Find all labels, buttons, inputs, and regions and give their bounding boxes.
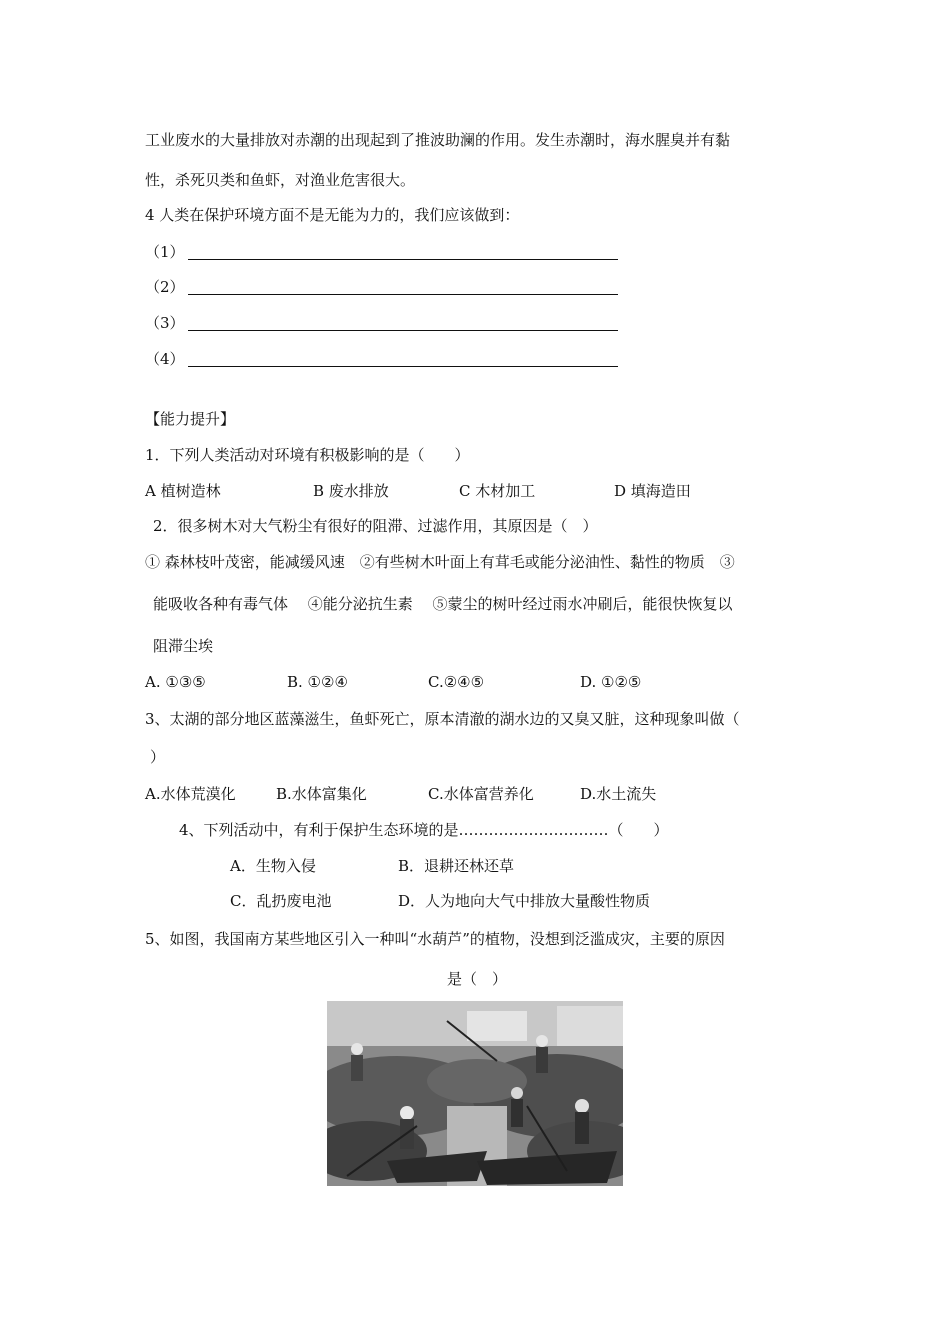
question-1-option-a[interactable]: A 植树造林 <box>145 482 221 500</box>
question-3-stem-end: ） <box>150 748 166 766</box>
question-1-option-c[interactable]: C 木材加工 <box>459 482 536 500</box>
question-3-stem: 3、太湖的部分地区蓝藻滋生，鱼虾死亡，原本清澈的湖水边的又臭又脏，这种现象叫做（ <box>145 710 740 728</box>
question-4b-option-b[interactable]: B．退耕还林还草 <box>398 857 515 875</box>
question-3-option-a[interactable]: A.水体荒漠化 <box>145 785 236 803</box>
blank-number: （3） <box>145 314 185 332</box>
question-2-option-c[interactable]: C.②④⑤ <box>428 673 485 691</box>
question-4b-option-c[interactable]: C．乱扔废电池 <box>230 892 332 910</box>
intro-line-2: 性，杀死贝类和鱼虾，对渔业危害很大。 <box>145 171 416 189</box>
section-title: 【能力提升】 <box>145 410 236 428</box>
water-hyacinth-photo <box>327 1001 623 1186</box>
blank-underline <box>188 366 618 367</box>
question-3-option-d[interactable]: D.水土流失 <box>580 785 657 803</box>
blank-number: （4） <box>145 350 185 368</box>
blank-number: （1） <box>145 243 185 261</box>
blank-underline <box>188 330 618 331</box>
question-4b-stem: 4、下列活动中，有利于保护生态环境的是…………………………（ ） <box>179 821 669 839</box>
question-3-option-c[interactable]: C.水体富营养化 <box>428 785 534 803</box>
question-4b-option-a[interactable]: A．生物入侵 <box>230 857 316 875</box>
q4-stem: 4 人类在保护环境方面不是无能为力的，我们应该做到： <box>145 206 520 224</box>
question-4b-option-d[interactable]: D．人为地向大气中排放大量酸性物质 <box>398 892 651 910</box>
question-2-option-d[interactable]: D. ①②⑤ <box>580 673 642 691</box>
question-2-option-a[interactable]: A. ①③⑤ <box>145 673 206 691</box>
question-1-option-b[interactable]: B 废水排放 <box>313 482 389 500</box>
question-5-stem: 5、如图，我国南方某些地区引入一种叫“水葫芦”的植物，没想到泛滥成灾，主要的原因 <box>145 930 725 948</box>
question-2-line-2: 能吸收各种有毒气体 ④能分泌抗生素 ⑤蒙尘的树叶经过雨水冲刷后，能很快恢复以 <box>153 595 733 613</box>
question-2-line-3: 阻滞尘埃 <box>153 637 214 655</box>
question-5-stem-end: 是（ ） <box>447 970 508 988</box>
question-1-stem: 1．下列人类活动对环境有积极影响的是（ ） <box>145 446 470 464</box>
question-1-option-d[interactable]: D 填海造田 <box>614 482 691 500</box>
blank-underline <box>188 294 618 295</box>
question-2-stem: 2．很多树木对大气粉尘有很好的阻滞、过滤作用，其原因是（ ） <box>153 517 598 535</box>
question-2-option-b[interactable]: B. ①②④ <box>287 673 348 691</box>
question-2-line-1: ① 森林枝叶茂密，能减缓风速 ②有些树木叶面上有茸毛或能分泌油性、黏性的物质 ③ <box>145 553 735 571</box>
blank-number: （2） <box>145 278 185 296</box>
intro-line-1: 工业废水的大量排放对赤潮的出现起到了推波助澜的作用。发生赤潮时，海水腥臭并有黏 <box>145 131 731 149</box>
question-3-option-b[interactable]: B.水体富集化 <box>276 785 367 803</box>
blank-underline <box>188 259 618 260</box>
